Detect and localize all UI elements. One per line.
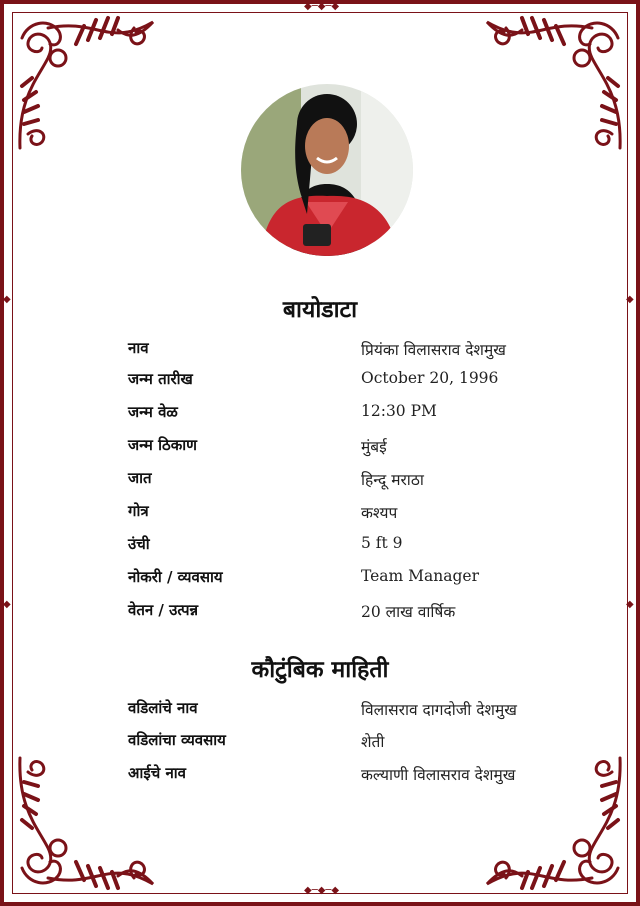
field-label: जन्म तारीख xyxy=(128,370,193,388)
biodata-row xyxy=(128,338,548,362)
biodata-row xyxy=(128,369,548,393)
field-value: विलासराव दागदोजी देशमुख xyxy=(361,701,517,719)
field-label: वडिलांचे नाव xyxy=(128,699,198,717)
field-label: वेतन / उत्पन्न xyxy=(128,601,199,619)
field-label: नाव xyxy=(128,339,149,357)
corner-ornament-top-left xyxy=(8,8,158,158)
left-ornament: ◆ xyxy=(3,294,11,305)
biodata-title: बायोडाटा xyxy=(282,297,358,323)
family-row xyxy=(128,730,548,754)
field-value: कश्यप xyxy=(361,504,398,522)
left-ornament: ◆ xyxy=(3,599,11,610)
field-label: जन्म वेळ xyxy=(128,403,178,421)
field-value: कल्याणी विलासराव देशमुख xyxy=(361,766,516,784)
field-value: प्रियंका विलासराव देशमुख xyxy=(361,341,506,359)
biodata-row xyxy=(128,435,548,459)
biodata-row xyxy=(128,402,548,426)
right-ornament: ◆ xyxy=(626,294,634,305)
biodata-row xyxy=(128,567,548,591)
corner-ornament-top-right xyxy=(482,8,632,158)
field-value: शेती xyxy=(361,733,385,751)
bottom-center-ornament: ◆─◆─◆ xyxy=(304,885,340,896)
family-row xyxy=(128,698,548,722)
field-label: आईचे नाव xyxy=(128,764,186,782)
field-value: हिन्दू मराठा xyxy=(361,471,424,489)
field-label: जन्म ठिकाण xyxy=(128,436,197,454)
field-value: 20 लाख वार्षिक xyxy=(361,603,456,621)
field-label: उंची xyxy=(128,535,150,553)
biodata-row xyxy=(128,468,548,492)
field-value: Team Manager xyxy=(361,567,480,585)
field-value: 12:30 PM xyxy=(361,402,437,420)
top-center-ornament: ◆─◆─◆ xyxy=(304,1,340,12)
right-ornament: ◆ xyxy=(626,599,634,610)
biodata-row xyxy=(128,600,548,624)
biodata-row xyxy=(128,501,548,525)
field-label: जात xyxy=(128,469,152,487)
field-label: गोत्र xyxy=(128,502,149,520)
family-info-title: कौटुंबिक माहिती xyxy=(251,657,389,683)
biodata-row xyxy=(128,534,548,558)
profile-photo xyxy=(241,84,413,256)
field-value: मुंबई xyxy=(361,438,387,456)
field-label: नोकरी / व्यवसाय xyxy=(128,568,223,586)
family-row xyxy=(128,763,548,787)
field-value: October 20, 1996 xyxy=(361,369,499,387)
field-label: वडिलांचा व्यवसाय xyxy=(128,731,226,749)
field-value: 5 ft 9 xyxy=(361,534,403,552)
